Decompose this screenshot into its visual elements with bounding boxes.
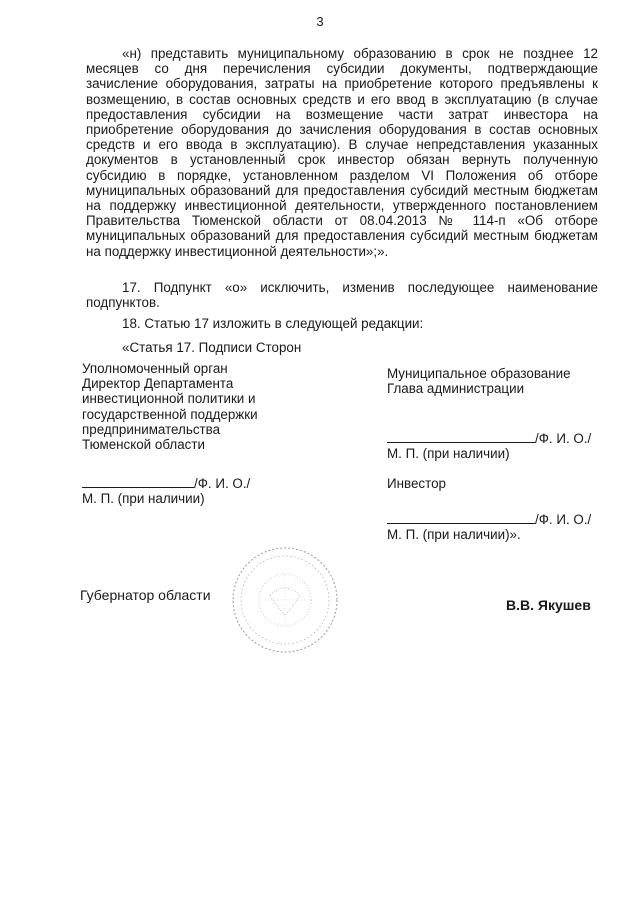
right-mp-1: М. П. (при наличии): [387, 446, 510, 461]
governor-name: В.В. Якушев: [506, 597, 591, 613]
right-mp-2: М. П. (при наличии)».: [387, 527, 521, 542]
left-party-line-2: Директор Департамента: [82, 376, 234, 392]
right-party-block: [387, 366, 571, 396]
paragraph-18-text: 18. Статью 17 изложить в следующей редакции:: [122, 316, 424, 331]
left-party-line-3: инвестиционной политики и: [82, 391, 256, 407]
right-signature-underline-1: [387, 429, 535, 443]
paragraph-n-text: «н) представить муниципальному образованию в срок не позднее 12 месяцев со дня перечисления субсидии документы, подтверждающие зачисление оборудования, затраты на приобретение которого предъявлены к возмещению, в состав основных средств и его ввод в эксплуатацию (в случае предоставления субсидии на возмещение части затрат инвестора на приобретение оборудования до зачисления оборудования в состав основных средств и его ввода в эксплуатацию). В случае непредставления указанных документов в установленный срок инвестор обязан вернуть полученную субсидию в порядке, установленном разделом VI Положения об отборе муниципальных образований для предоставления субсидий местным бюджетам на поддержку инвестиционной деятельности, утвержденного постановлением Правительства Тюменской области от 08.04.2013 № 114-п «Об отборе муниципальных образований для предоставления субсидий местным бюджетам на поддержку инвестиционной деятельности»;».: [86, 46, 598, 259]
right-signature-line-1: [387, 429, 591, 446]
left-fio: /Ф. И. О./: [194, 476, 251, 491]
page-number: 3: [316, 14, 324, 29]
left-signature-line: [82, 474, 250, 491]
right-fio-2: /Ф. И. О./: [535, 512, 592, 527]
official-seal-stamp: [230, 545, 340, 655]
left-party-line-1: Уполномоченный орган: [82, 361, 228, 376]
investor-label: Инвестор: [387, 476, 447, 491]
right-signature-line-2: [387, 510, 591, 527]
left-signature-underline: [82, 474, 194, 488]
right-party-line-1: Муниципальное образование: [387, 366, 571, 381]
right-party-line-2: Глава администрации: [387, 381, 525, 397]
left-mp: М. П. (при наличии): [82, 491, 205, 506]
right-fio-1: /Ф. И. О./: [535, 431, 592, 446]
governor-label: Губернатор области: [80, 587, 211, 603]
paragraph-17: [86, 280, 598, 310]
paragraph-17-text: 17. Подпункт «о» исключить, изменив последующее наименование подпунктов.: [86, 280, 598, 311]
left-party-line-6: Тюменской области: [82, 437, 205, 453]
left-party-line-5: предпринимательства: [82, 421, 221, 437]
left-party-line-4: государственной поддержки: [82, 406, 258, 422]
right-signature-underline-2: [387, 510, 535, 524]
article-title: «Статья 17. Подписи Сторон: [122, 340, 302, 355]
paragraph-18: [86, 316, 598, 331]
paragraph-n: [86, 46, 598, 259]
left-party-block: [82, 361, 258, 452]
